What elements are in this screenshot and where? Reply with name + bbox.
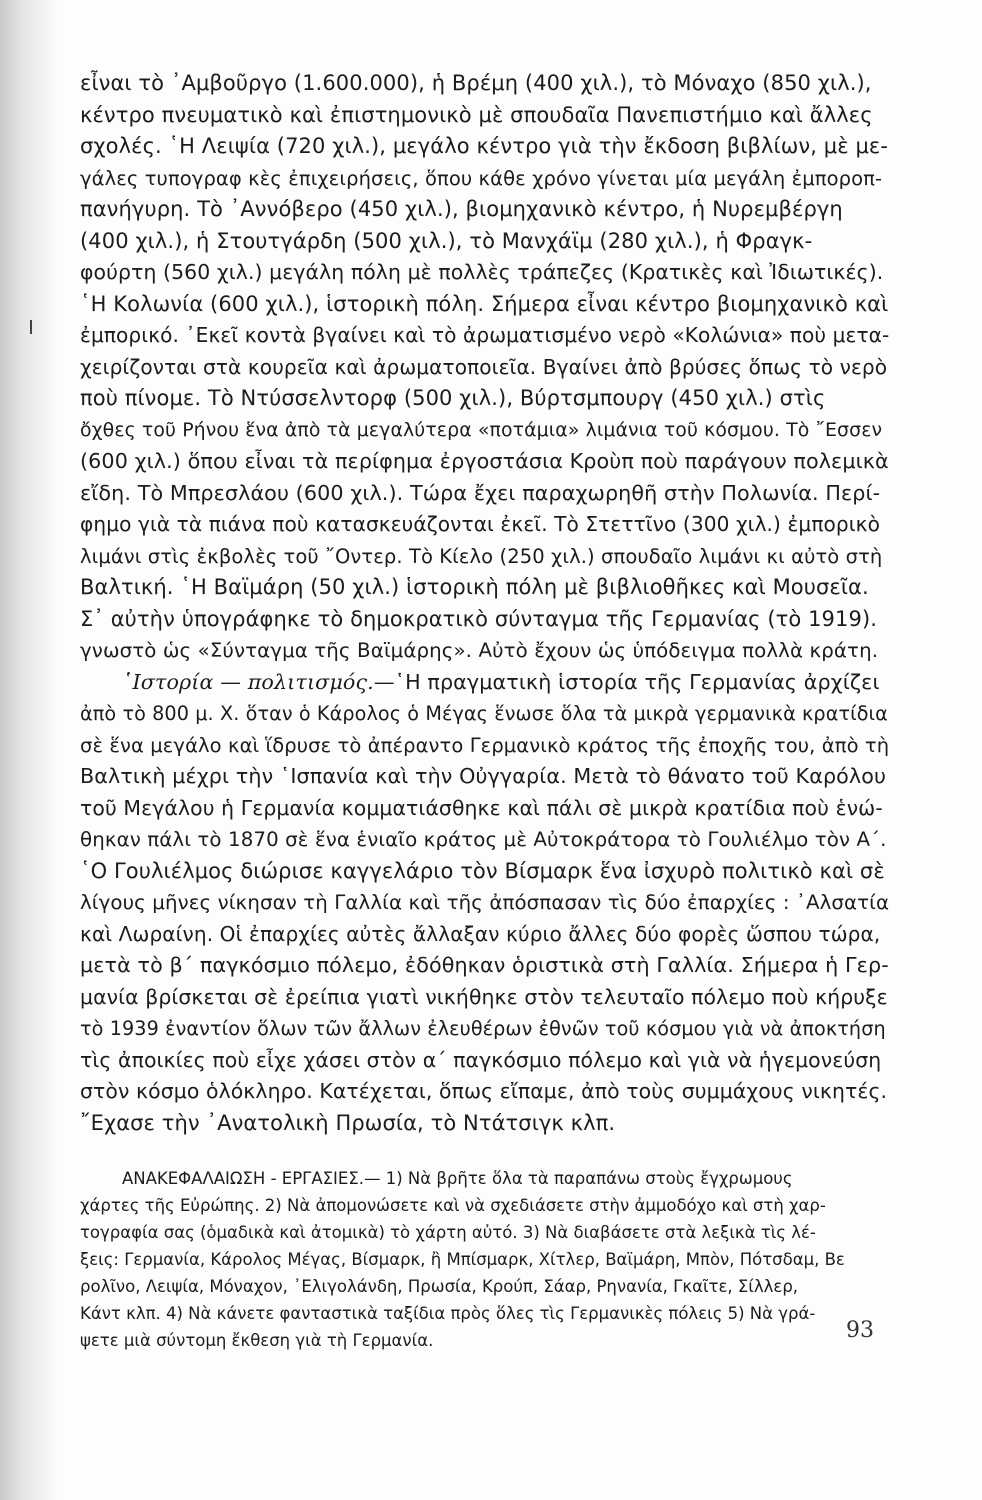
text-line: γάλες τυπογραφ κὲς ἐπιχειρήσεις, ὅπου κάθε χρόνο γίνεται μία μεγάλη ἐμποροπ- [80,166,883,190]
text-line: ῾Ο Γουλιέλμος διώρισε καγγελάριο τὸν Βίσμαρκ ἕνα ἰσχυρὸ πολιτικὸ καὶ σὲ [80,858,885,883]
text-line: (600 χιλ.) ὅπου εἶναι τὰ περίφημα ἐργοστάσια Κροὺπ ποὺ παράγουν πολεμικὰ [80,449,889,473]
binding-shadow [0,0,60,1500]
history-first-line-text: ῾Η πραγματικὴ ἱστορία τῆς Γερμανίας ἀρχίζει [394,669,880,694]
text-line: σχολές. ῾Η Λειψία (720 χιλ.), μεγάλο κέντρο γιὰ τὴν ἔκδοση βιβλίων, μὲ με- [80,134,889,158]
text-line: τοῦ Μεγάλου ἡ Γερμανία κομματιάσθηκε καὶ πάλι σὲ μικρὰ κρατίδια ποὺ ἑνώ- [80,795,883,820]
page-content [80,68,890,1354]
text-line: ῎Εχασε τὴν ᾿Ανατολικὴ Πρωσία, τὸ Ντάτσιγκ κλπ. [80,1110,616,1135]
summary-line: χάρτες τῆς Εὐρώπης. 2) Νὰ ἀπομονώσετε καὶ νὰ σχεδιάσετε στὴν ἀμμοδόχο καὶ στὴ χαρ- [80,1196,826,1215]
summary-line: ΑΝΑΚΕΦΑΛΑΙΩΣΗ - ΕΡΓΑΣΙΕΣ.— 1) Νὰ βρῆτε ὅλα τὰ παραπάνω στοὺς ἔγχρωμους [122,1169,793,1188]
text-line: Σ᾿ αὐτὴν ὑπογράφηκε τὸ δημοκρατικὸ σύνταγμα τῆς Γερμανίας (τὸ 1919). [80,606,878,631]
summary-line: τογραφία σας (ὁμαδικὰ καὶ ἀτομικὰ) τὸ χάρτη αὐτό. 3) Νὰ διαβάσετε στὰ λεξικὰ τὶς λέ- [80,1223,816,1242]
body-paragraph [80,68,890,1139]
text-line: ὄχθες τοῦ Ρήνου ἕνα ἀπὸ τὰ μεγαλύτερα «ποτάμια» λιμάνια τοῦ κόσμου. Τὸ ῎Εσσεν [80,418,883,441]
text-line: Βαλτικὴ μέχρι τὴν ῾Ισπανία καὶ τὴν Οὐγγαρία. Μετὰ τὸ θάνατο τοῦ Καρόλου [80,764,887,788]
page-number: 93 [846,1318,874,1343]
text-line: ἀπὸ τὸ 800 μ. Χ. ὅταν ὁ Κάρολος ὁ Μέγας ἕνωσε ὅλα τὰ μικρὰ γερμανικὰ κρατίδια [80,702,888,725]
text-line: μανία βρίσκεται σὲ ἐρείπια γιατὶ νικήθηκε στὸν τελευταῖο πόλεμο ποὺ κήρυξε [80,984,888,1009]
text-line: στὸν κόσμο ὁλόκληρο. Κατέχεται, ὅπως εἴπαμε, ἀπὸ τοὺς συμμάχους νικητές. [80,1079,888,1103]
text-line: γνωστὸ ὡς «Σύνταγμα τῆς Βαϊμάρης». Αὐτὸ ἔχουν ὡς ὑπόδειγμα πολλὰ κράτη. [80,639,879,662]
text-line: σὲ ἕνα μεγάλο καὶ ἵδρυσε τὸ ἀπέραντο Γερμανικὸ κράτος τῆς ἐποχῆς του, ἀπὸ τὴ [80,733,890,757]
text-line: φούρτη (560 χιλ.) μεγάλη πόλη μὲ πολλὲς τράπεζες (Κρατικὲς καὶ Ἰδιωτικές). [80,260,884,284]
text-line: καὶ Λωραίνη. Οἱ ἐπαρχίες αὐτὲς ἄλλαξαν κύριο ἄλλες δύο φορὲς ὥσπου τώρα, [80,921,881,946]
text-line: τὸ 1939 ἐναντίον ὅλων τῶν ἄλλων ἐλευθέρων ἐθνῶν τοῦ κόσμου γιὰ νὰ ἀποκτήση [80,1017,886,1040]
text-line: πανήγυρη. Τὸ ᾿Αννόβερο (450 χιλ.), βιομηχανικὸ κέντρο, ἡ Νυρεμβέργη [80,197,843,221]
summary-exercises [80,1165,890,1354]
history-first-line [80,667,890,699]
margin-mark [30,320,32,334]
summary-line: ρολῖνο, Λειψία, Μόναχον, ᾿Ελιγολάνδη, Πρωσία, Κρούπ, Σάαρ, Ρηνανία, Γκαῖτε, Σίλλερ, [80,1277,799,1296]
text-line: χειρίζονται στὰ κουρεῖα καὶ ἀρωματοποιεῖα. Βγαίνει ἀπὸ βρύσες ὅπως τὸ νερὸ [80,354,888,379]
text-line: ἐμπορικό. ᾿Εκεῖ κοντὰ βγαίνει καὶ τὸ ἀρωματισμένο νερὸ «Κολώνια» ποὺ μετα- [80,323,890,347]
text-line: λιμάνι στὶς ἐκβολὲς τοῦ ῎Οντερ. Τὸ Κίελο (250 χιλ.) σπουδαῖο λιμάνι κι αὐτὸ στὴ [80,544,883,568]
text-line: κέντρο πνευματικὸ καὶ ἐπιστημονικὸ μὲ σπουδαῖα Πανεπιστήμιο καὶ ἄλλες [80,102,873,127]
summary-line: Κάντ κλπ. 4) Νὰ κάνετε φανταστικὰ ταξίδια πρὸς ὅλες τὶς Γερμανικὲς πόλεις 5) Νὰ γρά- [80,1304,816,1323]
text-line: ποὺ πίνομε. Τὸ Ντύσσελντορφ (500 χιλ.), Βύρτσμπουργ (450 χιλ.) στὶς [80,386,826,410]
text-line: θηκαν πάλι τὸ 1870 σὲ ἕνα ἑνιαῖο κράτος μὲ Αὐτοκράτορα τὸ Γουλιέλμο τὸν Α΄. [80,828,887,851]
summary-line: ξεις: Γερμανία, Κάρολος Μέγας, Βίσμαρκ, ἢ Μπίσμαρκ, Χίτλερ, Βαϊμάρη, Μπὸν, Πότσδαμ, Βε [80,1250,845,1269]
text-line: (400 χιλ.), ἡ Στουτγάρδη (500 χιλ.), τὸ Μανχάϊμ (280 χιλ.), ἡ Φραγκ- [80,228,813,253]
summary-line: ψετε μιὰ σύντομη ἔκθεση γιὰ τὴ Γερμανία. [80,1331,434,1350]
text-line: εἴδη. Τὸ Μπρεσλάου (600 χιλ.). Τώρα ἔχει παραχωρηθῆ στὴν Πολωνία. Περί- [80,480,881,505]
text-line: μετὰ τὸ β΄ παγκόσμιο πόλεμο, ἐδόθηκαν ὁριστικὰ στὴ Γαλλία. Σήμερα ἡ Γερ- [80,953,889,977]
text-line: ῾Η Κολωνία (600 χιλ.), ἱστορικὴ πόλη. Σήμερα εἶναι κέντρο βιομηχανικὸ καὶ [80,291,889,316]
text-line: τὶς ἀποικίες ποὺ εἶχε χάσει στὸν α΄ παγκόσμιο πόλεμο καὶ γιὰ νὰ ἡγεμονεύση [80,1047,882,1072]
section-heading: ῾Ιστορία — πολιτισμός.— [122,669,395,694]
text-line: φημο γιὰ τὰ πιάνα ποὺ κατασκευάζονται ἐκεῖ. Τὸ Στεττῖνο (300 χιλ.) ἐμπορικὸ [80,512,880,536]
text-line: Βαλτική. ῾Η Βαϊμάρη (50 χιλ.) ἱστορικὴ πόλη μὲ βιβλιοθῆκες καὶ Μουσεῖα. [80,575,869,599]
text-line: λίγους μῆνες νίκησαν τὴ Γαλλία καὶ τῆς ἀπόσπασαν τὶς δύο ἐπαρχίες : ᾿Αλσατία [80,891,890,914]
text-line: εἶναι τὸ ᾿Αμβοῦργο (1.600.000), ἡ Βρέμη (400 χιλ.), τὸ Μόναχο (850 χιλ.), [80,71,872,95]
